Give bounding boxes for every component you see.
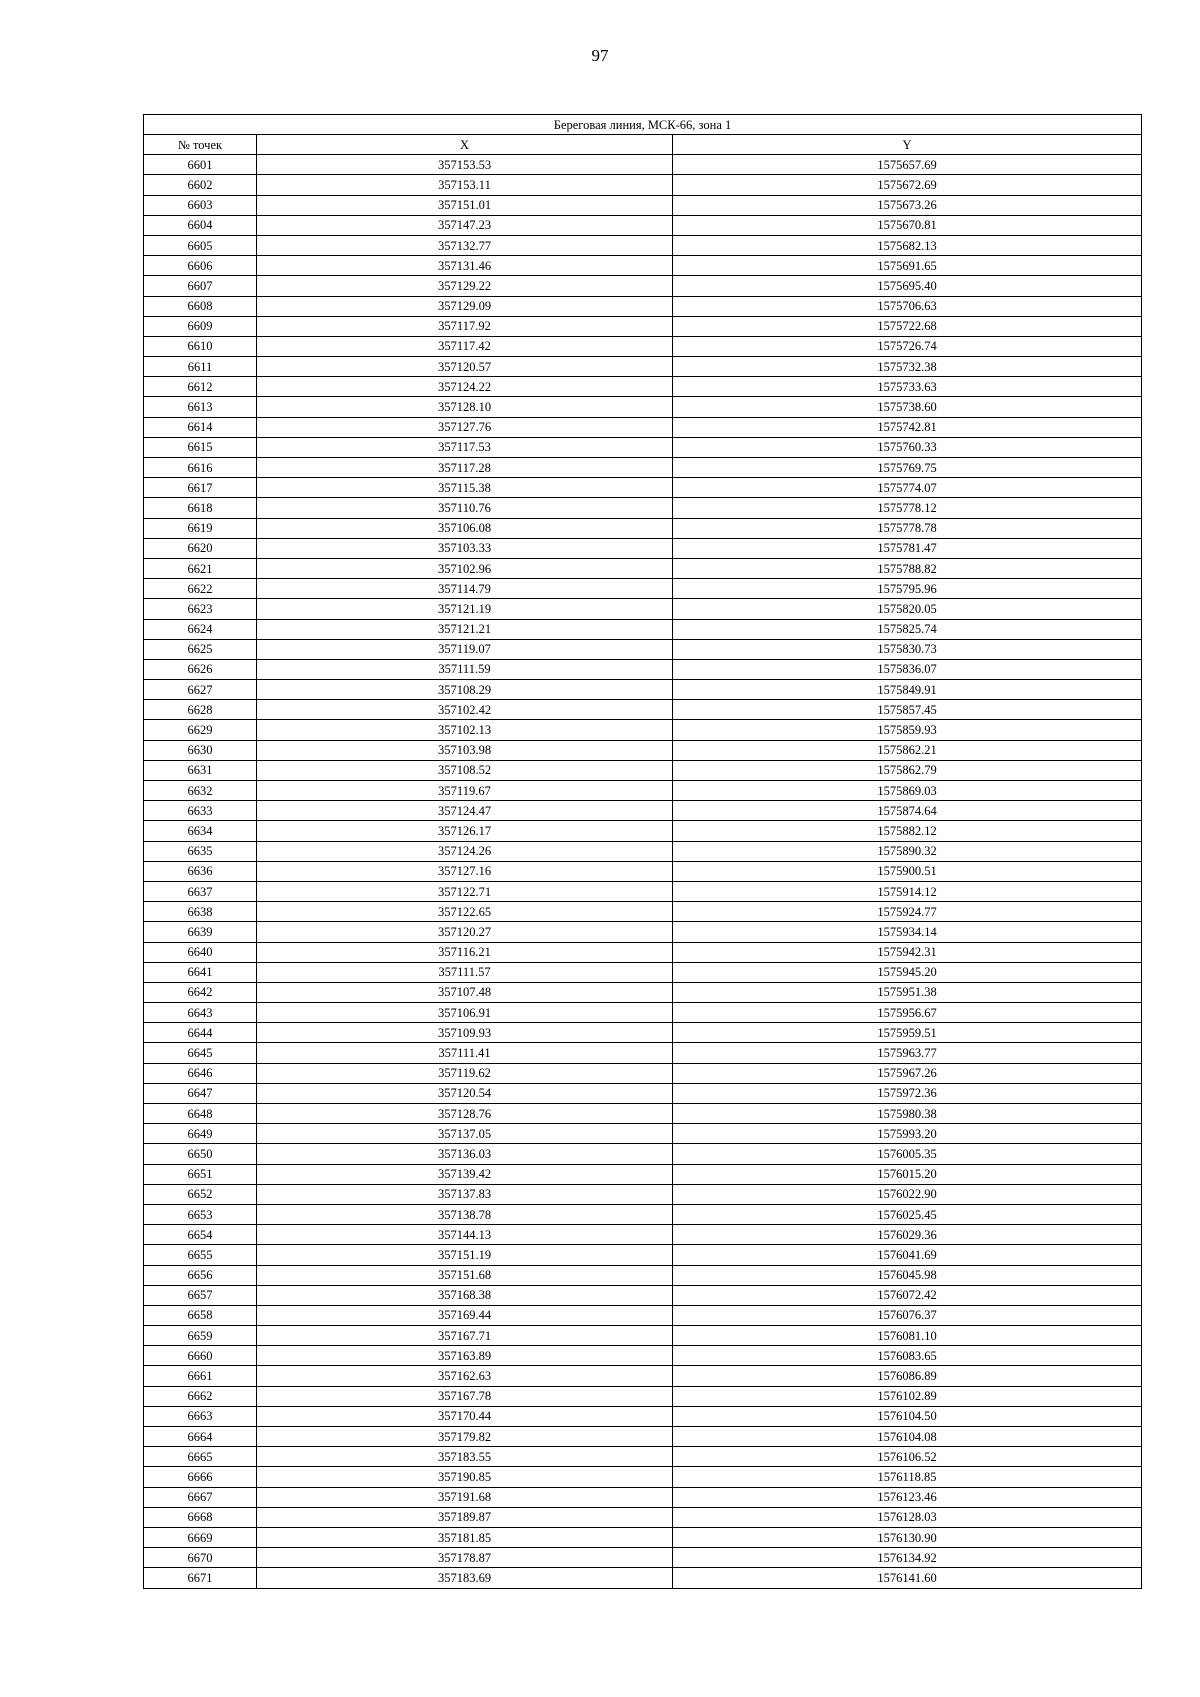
cell-y: 1576086.89 bbox=[673, 1366, 1142, 1386]
cell-point-number: 6659 bbox=[144, 1326, 257, 1346]
table-row bbox=[144, 619, 1142, 639]
cell-x: 357137.83 bbox=[257, 1184, 673, 1204]
table-row bbox=[144, 680, 1142, 700]
cell-x: 357119.67 bbox=[257, 781, 673, 801]
cell-y: 1576029.36 bbox=[673, 1225, 1142, 1245]
cell-y: 1576072.42 bbox=[673, 1285, 1142, 1305]
cell-point-number: 6630 bbox=[144, 740, 257, 760]
cell-x: 357124.47 bbox=[257, 801, 673, 821]
cell-y: 1576104.08 bbox=[673, 1427, 1142, 1447]
cell-x: 357106.08 bbox=[257, 518, 673, 538]
table-row bbox=[144, 1487, 1142, 1507]
table-row bbox=[144, 316, 1142, 336]
cell-x: 357120.27 bbox=[257, 922, 673, 942]
cell-x: 357117.42 bbox=[257, 336, 673, 356]
table-row bbox=[144, 982, 1142, 1002]
table-row bbox=[144, 336, 1142, 356]
cell-point-number: 6656 bbox=[144, 1265, 257, 1285]
cell-point-number: 6619 bbox=[144, 518, 257, 538]
cell-point-number: 6632 bbox=[144, 781, 257, 801]
cell-y: 1575657.69 bbox=[673, 155, 1142, 175]
cell-x: 357132.77 bbox=[257, 235, 673, 255]
table-row bbox=[144, 1144, 1142, 1164]
cell-x: 357151.01 bbox=[257, 195, 673, 215]
cell-x: 357191.68 bbox=[257, 1487, 673, 1507]
table-row bbox=[144, 639, 1142, 659]
cell-y: 1576041.69 bbox=[673, 1245, 1142, 1265]
cell-y: 1575778.78 bbox=[673, 518, 1142, 538]
cell-point-number: 6629 bbox=[144, 720, 257, 740]
table-row bbox=[144, 659, 1142, 679]
cell-point-number: 6662 bbox=[144, 1386, 257, 1406]
cell-x: 357179.82 bbox=[257, 1427, 673, 1447]
cell-point-number: 6645 bbox=[144, 1043, 257, 1063]
table-row bbox=[144, 942, 1142, 962]
table-row bbox=[144, 377, 1142, 397]
cell-point-number: 6643 bbox=[144, 1003, 257, 1023]
cell-x: 357115.38 bbox=[257, 478, 673, 498]
table-row bbox=[144, 498, 1142, 518]
cell-point-number: 6624 bbox=[144, 619, 257, 639]
cell-y: 1575942.31 bbox=[673, 942, 1142, 962]
cell-y: 1575695.40 bbox=[673, 276, 1142, 296]
table-row bbox=[144, 1204, 1142, 1224]
cell-x: 357153.11 bbox=[257, 175, 673, 195]
table-row bbox=[144, 1124, 1142, 1144]
cell-point-number: 6665 bbox=[144, 1447, 257, 1467]
cell-x: 357147.23 bbox=[257, 215, 673, 235]
cell-y: 1575882.12 bbox=[673, 821, 1142, 841]
cell-x: 357120.57 bbox=[257, 357, 673, 377]
column-header-y: Y bbox=[673, 135, 1142, 155]
cell-x: 357138.78 bbox=[257, 1204, 673, 1224]
cell-point-number: 6649 bbox=[144, 1124, 257, 1144]
cell-y: 1575862.21 bbox=[673, 740, 1142, 760]
cell-y: 1575967.26 bbox=[673, 1063, 1142, 1083]
table-row bbox=[144, 538, 1142, 558]
cell-y: 1575781.47 bbox=[673, 538, 1142, 558]
cell-y: 1575795.96 bbox=[673, 579, 1142, 599]
cell-y: 1576015.20 bbox=[673, 1164, 1142, 1184]
cell-point-number: 6614 bbox=[144, 417, 257, 437]
cell-point-number: 6626 bbox=[144, 659, 257, 679]
cell-y: 1575951.38 bbox=[673, 982, 1142, 1002]
table-row bbox=[144, 256, 1142, 276]
cell-y: 1575959.51 bbox=[673, 1023, 1142, 1043]
cell-y: 1576128.03 bbox=[673, 1507, 1142, 1527]
table-row bbox=[144, 579, 1142, 599]
cell-point-number: 6663 bbox=[144, 1406, 257, 1426]
cell-x: 357137.05 bbox=[257, 1124, 673, 1144]
table-row bbox=[144, 922, 1142, 942]
cell-y: 1576025.45 bbox=[673, 1204, 1142, 1224]
table-row bbox=[144, 1386, 1142, 1406]
table-row bbox=[144, 720, 1142, 740]
column-header-point-number: № точек bbox=[144, 135, 257, 155]
cell-x: 357122.65 bbox=[257, 902, 673, 922]
cell-point-number: 6634 bbox=[144, 821, 257, 841]
cell-point-number: 6628 bbox=[144, 700, 257, 720]
cell-x: 357129.09 bbox=[257, 296, 673, 316]
cell-y: 1575857.45 bbox=[673, 700, 1142, 720]
cell-x: 357111.57 bbox=[257, 962, 673, 982]
cell-point-number: 6607 bbox=[144, 276, 257, 296]
cell-x: 357139.42 bbox=[257, 1164, 673, 1184]
cell-x: 357114.79 bbox=[257, 579, 673, 599]
cell-x: 357108.52 bbox=[257, 760, 673, 780]
table-row bbox=[144, 518, 1142, 538]
cell-y: 1575738.60 bbox=[673, 397, 1142, 417]
cell-x: 357129.22 bbox=[257, 276, 673, 296]
cell-y: 1576141.60 bbox=[673, 1568, 1142, 1588]
cell-point-number: 6642 bbox=[144, 982, 257, 1002]
cell-y: 1575769.75 bbox=[673, 458, 1142, 478]
cell-x: 357103.98 bbox=[257, 740, 673, 760]
cell-y: 1575788.82 bbox=[673, 558, 1142, 578]
cell-point-number: 6664 bbox=[144, 1427, 257, 1447]
table-row bbox=[144, 235, 1142, 255]
cell-x: 357122.71 bbox=[257, 881, 673, 901]
cell-x: 357119.62 bbox=[257, 1063, 673, 1083]
cell-x: 357102.96 bbox=[257, 558, 673, 578]
table-row bbox=[144, 1023, 1142, 1043]
table-row bbox=[144, 1305, 1142, 1325]
cell-point-number: 6620 bbox=[144, 538, 257, 558]
cell-x: 357127.76 bbox=[257, 417, 673, 437]
cell-x: 357136.03 bbox=[257, 1144, 673, 1164]
cell-y: 1575934.14 bbox=[673, 922, 1142, 942]
cell-y: 1575774.07 bbox=[673, 478, 1142, 498]
cell-point-number: 6655 bbox=[144, 1245, 257, 1265]
cell-point-number: 6633 bbox=[144, 801, 257, 821]
cell-y: 1575836.07 bbox=[673, 659, 1142, 679]
table-row bbox=[144, 478, 1142, 498]
table-header-row bbox=[144, 135, 1142, 155]
table-row bbox=[144, 740, 1142, 760]
cell-point-number: 6610 bbox=[144, 336, 257, 356]
cell-y: 1576104.50 bbox=[673, 1406, 1142, 1426]
cell-point-number: 6648 bbox=[144, 1104, 257, 1124]
cell-point-number: 6666 bbox=[144, 1467, 257, 1487]
table-caption-row bbox=[144, 115, 1142, 135]
cell-x: 357183.69 bbox=[257, 1568, 673, 1588]
cell-point-number: 6604 bbox=[144, 215, 257, 235]
cell-y: 1575778.12 bbox=[673, 498, 1142, 518]
cell-y: 1575733.63 bbox=[673, 377, 1142, 397]
cell-point-number: 6653 bbox=[144, 1204, 257, 1224]
cell-y: 1575849.91 bbox=[673, 680, 1142, 700]
cell-point-number: 6603 bbox=[144, 195, 257, 215]
table-row bbox=[144, 1083, 1142, 1103]
cell-y: 1575682.13 bbox=[673, 235, 1142, 255]
cell-point-number: 6605 bbox=[144, 235, 257, 255]
cell-x: 357181.85 bbox=[257, 1527, 673, 1547]
cell-y: 1575820.05 bbox=[673, 599, 1142, 619]
cell-point-number: 6650 bbox=[144, 1144, 257, 1164]
cell-x: 357131.46 bbox=[257, 256, 673, 276]
coordinates-table bbox=[143, 114, 1142, 1589]
cell-y: 1576022.90 bbox=[673, 1184, 1142, 1204]
table-row bbox=[144, 1406, 1142, 1426]
cell-point-number: 6602 bbox=[144, 175, 257, 195]
cell-y: 1575956.67 bbox=[673, 1003, 1142, 1023]
cell-point-number: 6654 bbox=[144, 1225, 257, 1245]
table-row bbox=[144, 881, 1142, 901]
cell-point-number: 6651 bbox=[144, 1164, 257, 1184]
cell-point-number: 6608 bbox=[144, 296, 257, 316]
cell-x: 357102.42 bbox=[257, 700, 673, 720]
table-row bbox=[144, 1043, 1142, 1063]
cell-point-number: 6609 bbox=[144, 316, 257, 336]
table-row bbox=[144, 1527, 1142, 1547]
cell-x: 357120.54 bbox=[257, 1083, 673, 1103]
cell-y: 1575726.74 bbox=[673, 336, 1142, 356]
cell-point-number: 6639 bbox=[144, 922, 257, 942]
cell-point-number: 6670 bbox=[144, 1548, 257, 1568]
cell-x: 357153.53 bbox=[257, 155, 673, 175]
cell-y: 1575742.81 bbox=[673, 417, 1142, 437]
cell-point-number: 6668 bbox=[144, 1507, 257, 1527]
table-row bbox=[144, 801, 1142, 821]
cell-y: 1576083.65 bbox=[673, 1346, 1142, 1366]
cell-x: 357121.21 bbox=[257, 619, 673, 639]
cell-x: 357107.48 bbox=[257, 982, 673, 1002]
cell-point-number: 6660 bbox=[144, 1346, 257, 1366]
table-row bbox=[144, 902, 1142, 922]
table-body bbox=[144, 155, 1142, 1588]
cell-x: 357124.22 bbox=[257, 377, 673, 397]
cell-x: 357117.53 bbox=[257, 437, 673, 457]
cell-point-number: 6615 bbox=[144, 437, 257, 457]
table-row bbox=[144, 1265, 1142, 1285]
table-row bbox=[144, 1346, 1142, 1366]
cell-y: 1576106.52 bbox=[673, 1447, 1142, 1467]
cell-y: 1576130.90 bbox=[673, 1527, 1142, 1547]
cell-x: 357124.26 bbox=[257, 841, 673, 861]
table-row bbox=[144, 1507, 1142, 1527]
table-row bbox=[144, 1326, 1142, 1346]
cell-y: 1576076.37 bbox=[673, 1305, 1142, 1325]
cell-x: 357169.44 bbox=[257, 1305, 673, 1325]
table-row bbox=[144, 700, 1142, 720]
cell-x: 357111.41 bbox=[257, 1043, 673, 1063]
cell-y: 1576081.10 bbox=[673, 1326, 1142, 1346]
table-row bbox=[144, 276, 1142, 296]
cell-point-number: 6652 bbox=[144, 1184, 257, 1204]
table-row bbox=[144, 296, 1142, 316]
cell-y: 1575993.20 bbox=[673, 1124, 1142, 1144]
cell-point-number: 6618 bbox=[144, 498, 257, 518]
cell-y: 1575732.38 bbox=[673, 357, 1142, 377]
cell-x: 357167.71 bbox=[257, 1326, 673, 1346]
table-row bbox=[144, 1184, 1142, 1204]
table-row bbox=[144, 175, 1142, 195]
cell-y: 1575914.12 bbox=[673, 881, 1142, 901]
table-row bbox=[144, 1285, 1142, 1305]
cell-y: 1575972.36 bbox=[673, 1083, 1142, 1103]
table-row bbox=[144, 1447, 1142, 1467]
table-row bbox=[144, 1245, 1142, 1265]
cell-point-number: 6641 bbox=[144, 962, 257, 982]
cell-x: 357117.92 bbox=[257, 316, 673, 336]
cell-point-number: 6613 bbox=[144, 397, 257, 417]
table-row bbox=[144, 195, 1142, 215]
cell-y: 1575900.51 bbox=[673, 861, 1142, 881]
table-caption: Береговая линия, МСК-66, зона 1 bbox=[144, 115, 1142, 135]
cell-x: 357190.85 bbox=[257, 1467, 673, 1487]
table-row bbox=[144, 1427, 1142, 1447]
cell-x: 357189.87 bbox=[257, 1507, 673, 1527]
cell-y: 1575980.38 bbox=[673, 1104, 1142, 1124]
table-row bbox=[144, 861, 1142, 881]
cell-x: 357121.19 bbox=[257, 599, 673, 619]
cell-point-number: 6635 bbox=[144, 841, 257, 861]
cell-point-number: 6644 bbox=[144, 1023, 257, 1043]
table-row bbox=[144, 1366, 1142, 1386]
table-row bbox=[144, 1063, 1142, 1083]
cell-x: 357178.87 bbox=[257, 1548, 673, 1568]
cell-point-number: 6640 bbox=[144, 942, 257, 962]
cell-x: 357163.89 bbox=[257, 1346, 673, 1366]
table-row bbox=[144, 1548, 1142, 1568]
cell-x: 357106.91 bbox=[257, 1003, 673, 1023]
cell-y: 1575673.26 bbox=[673, 195, 1142, 215]
cell-x: 357110.76 bbox=[257, 498, 673, 518]
cell-y: 1576102.89 bbox=[673, 1386, 1142, 1406]
cell-point-number: 6616 bbox=[144, 458, 257, 478]
cell-x: 357144.13 bbox=[257, 1225, 673, 1245]
cell-point-number: 6623 bbox=[144, 599, 257, 619]
table-row bbox=[144, 1225, 1142, 1245]
table-row bbox=[144, 1467, 1142, 1487]
cell-point-number: 6671 bbox=[144, 1568, 257, 1588]
cell-point-number: 6617 bbox=[144, 478, 257, 498]
cell-point-number: 6637 bbox=[144, 881, 257, 901]
cell-x: 357102.13 bbox=[257, 720, 673, 740]
cell-x: 357109.93 bbox=[257, 1023, 673, 1043]
cell-point-number: 6631 bbox=[144, 760, 257, 780]
cell-y: 1575706.63 bbox=[673, 296, 1142, 316]
table-row bbox=[144, 458, 1142, 478]
table-row bbox=[144, 1568, 1142, 1588]
cell-y: 1575869.03 bbox=[673, 781, 1142, 801]
cell-point-number: 6606 bbox=[144, 256, 257, 276]
table-row bbox=[144, 357, 1142, 377]
cell-x: 357116.21 bbox=[257, 942, 673, 962]
table-row bbox=[144, 781, 1142, 801]
table-row bbox=[144, 760, 1142, 780]
cell-y: 1575890.32 bbox=[673, 841, 1142, 861]
page-number: 97 bbox=[591, 46, 609, 65]
cell-point-number: 6647 bbox=[144, 1083, 257, 1103]
cell-point-number: 6658 bbox=[144, 1305, 257, 1325]
cell-x: 357168.38 bbox=[257, 1285, 673, 1305]
cell-y: 1575859.93 bbox=[673, 720, 1142, 740]
cell-point-number: 6612 bbox=[144, 377, 257, 397]
table-row bbox=[144, 821, 1142, 841]
cell-y: 1575924.77 bbox=[673, 902, 1142, 922]
cell-point-number: 6646 bbox=[144, 1063, 257, 1083]
cell-x: 357151.68 bbox=[257, 1265, 673, 1285]
cell-y: 1575945.20 bbox=[673, 962, 1142, 982]
column-header-x: X bbox=[257, 135, 673, 155]
cell-y: 1575830.73 bbox=[673, 639, 1142, 659]
cell-point-number: 6667 bbox=[144, 1487, 257, 1507]
table-row bbox=[144, 599, 1142, 619]
cell-x: 357103.33 bbox=[257, 538, 673, 558]
cell-y: 1576118.85 bbox=[673, 1467, 1142, 1487]
cell-x: 357167.78 bbox=[257, 1386, 673, 1406]
table-row bbox=[144, 841, 1142, 861]
cell-y: 1575670.81 bbox=[673, 215, 1142, 235]
cell-x: 357183.55 bbox=[257, 1447, 673, 1467]
cell-y: 1576123.46 bbox=[673, 1487, 1142, 1507]
cell-x: 357151.19 bbox=[257, 1245, 673, 1265]
cell-point-number: 6669 bbox=[144, 1527, 257, 1547]
cell-x: 357127.16 bbox=[257, 861, 673, 881]
cell-point-number: 6627 bbox=[144, 680, 257, 700]
cell-x: 357119.07 bbox=[257, 639, 673, 659]
cell-point-number: 6621 bbox=[144, 558, 257, 578]
cell-point-number: 6611 bbox=[144, 357, 257, 377]
cell-point-number: 6622 bbox=[144, 579, 257, 599]
table-row bbox=[144, 1003, 1142, 1023]
cell-y: 1575874.64 bbox=[673, 801, 1142, 821]
table-row bbox=[144, 1104, 1142, 1124]
cell-y: 1575672.69 bbox=[673, 175, 1142, 195]
cell-x: 357128.10 bbox=[257, 397, 673, 417]
table-row bbox=[144, 962, 1142, 982]
cell-y: 1576134.92 bbox=[673, 1548, 1142, 1568]
cell-x: 357126.17 bbox=[257, 821, 673, 841]
cell-point-number: 6661 bbox=[144, 1366, 257, 1386]
table-row bbox=[144, 417, 1142, 437]
cell-y: 1575963.77 bbox=[673, 1043, 1142, 1063]
cell-y: 1575760.33 bbox=[673, 437, 1142, 457]
table-row bbox=[144, 1164, 1142, 1184]
cell-y: 1575862.79 bbox=[673, 760, 1142, 780]
cell-x: 357170.44 bbox=[257, 1406, 673, 1426]
cell-y: 1575825.74 bbox=[673, 619, 1142, 639]
cell-point-number: 6601 bbox=[144, 155, 257, 175]
cell-x: 357111.59 bbox=[257, 659, 673, 679]
table-row bbox=[144, 558, 1142, 578]
table-row bbox=[144, 155, 1142, 175]
cell-point-number: 6657 bbox=[144, 1285, 257, 1305]
cell-point-number: 6638 bbox=[144, 902, 257, 922]
cell-x: 357108.29 bbox=[257, 680, 673, 700]
cell-x: 357162.63 bbox=[257, 1366, 673, 1386]
cell-point-number: 6625 bbox=[144, 639, 257, 659]
cell-y: 1575691.65 bbox=[673, 256, 1142, 276]
cell-x: 357117.28 bbox=[257, 458, 673, 478]
cell-x: 357128.76 bbox=[257, 1104, 673, 1124]
cell-y: 1576045.98 bbox=[673, 1265, 1142, 1285]
cell-point-number: 6636 bbox=[144, 861, 257, 881]
cell-y: 1576005.35 bbox=[673, 1144, 1142, 1164]
table-row bbox=[144, 397, 1142, 417]
table-row bbox=[144, 215, 1142, 235]
table-row bbox=[144, 437, 1142, 457]
cell-y: 1575722.68 bbox=[673, 316, 1142, 336]
